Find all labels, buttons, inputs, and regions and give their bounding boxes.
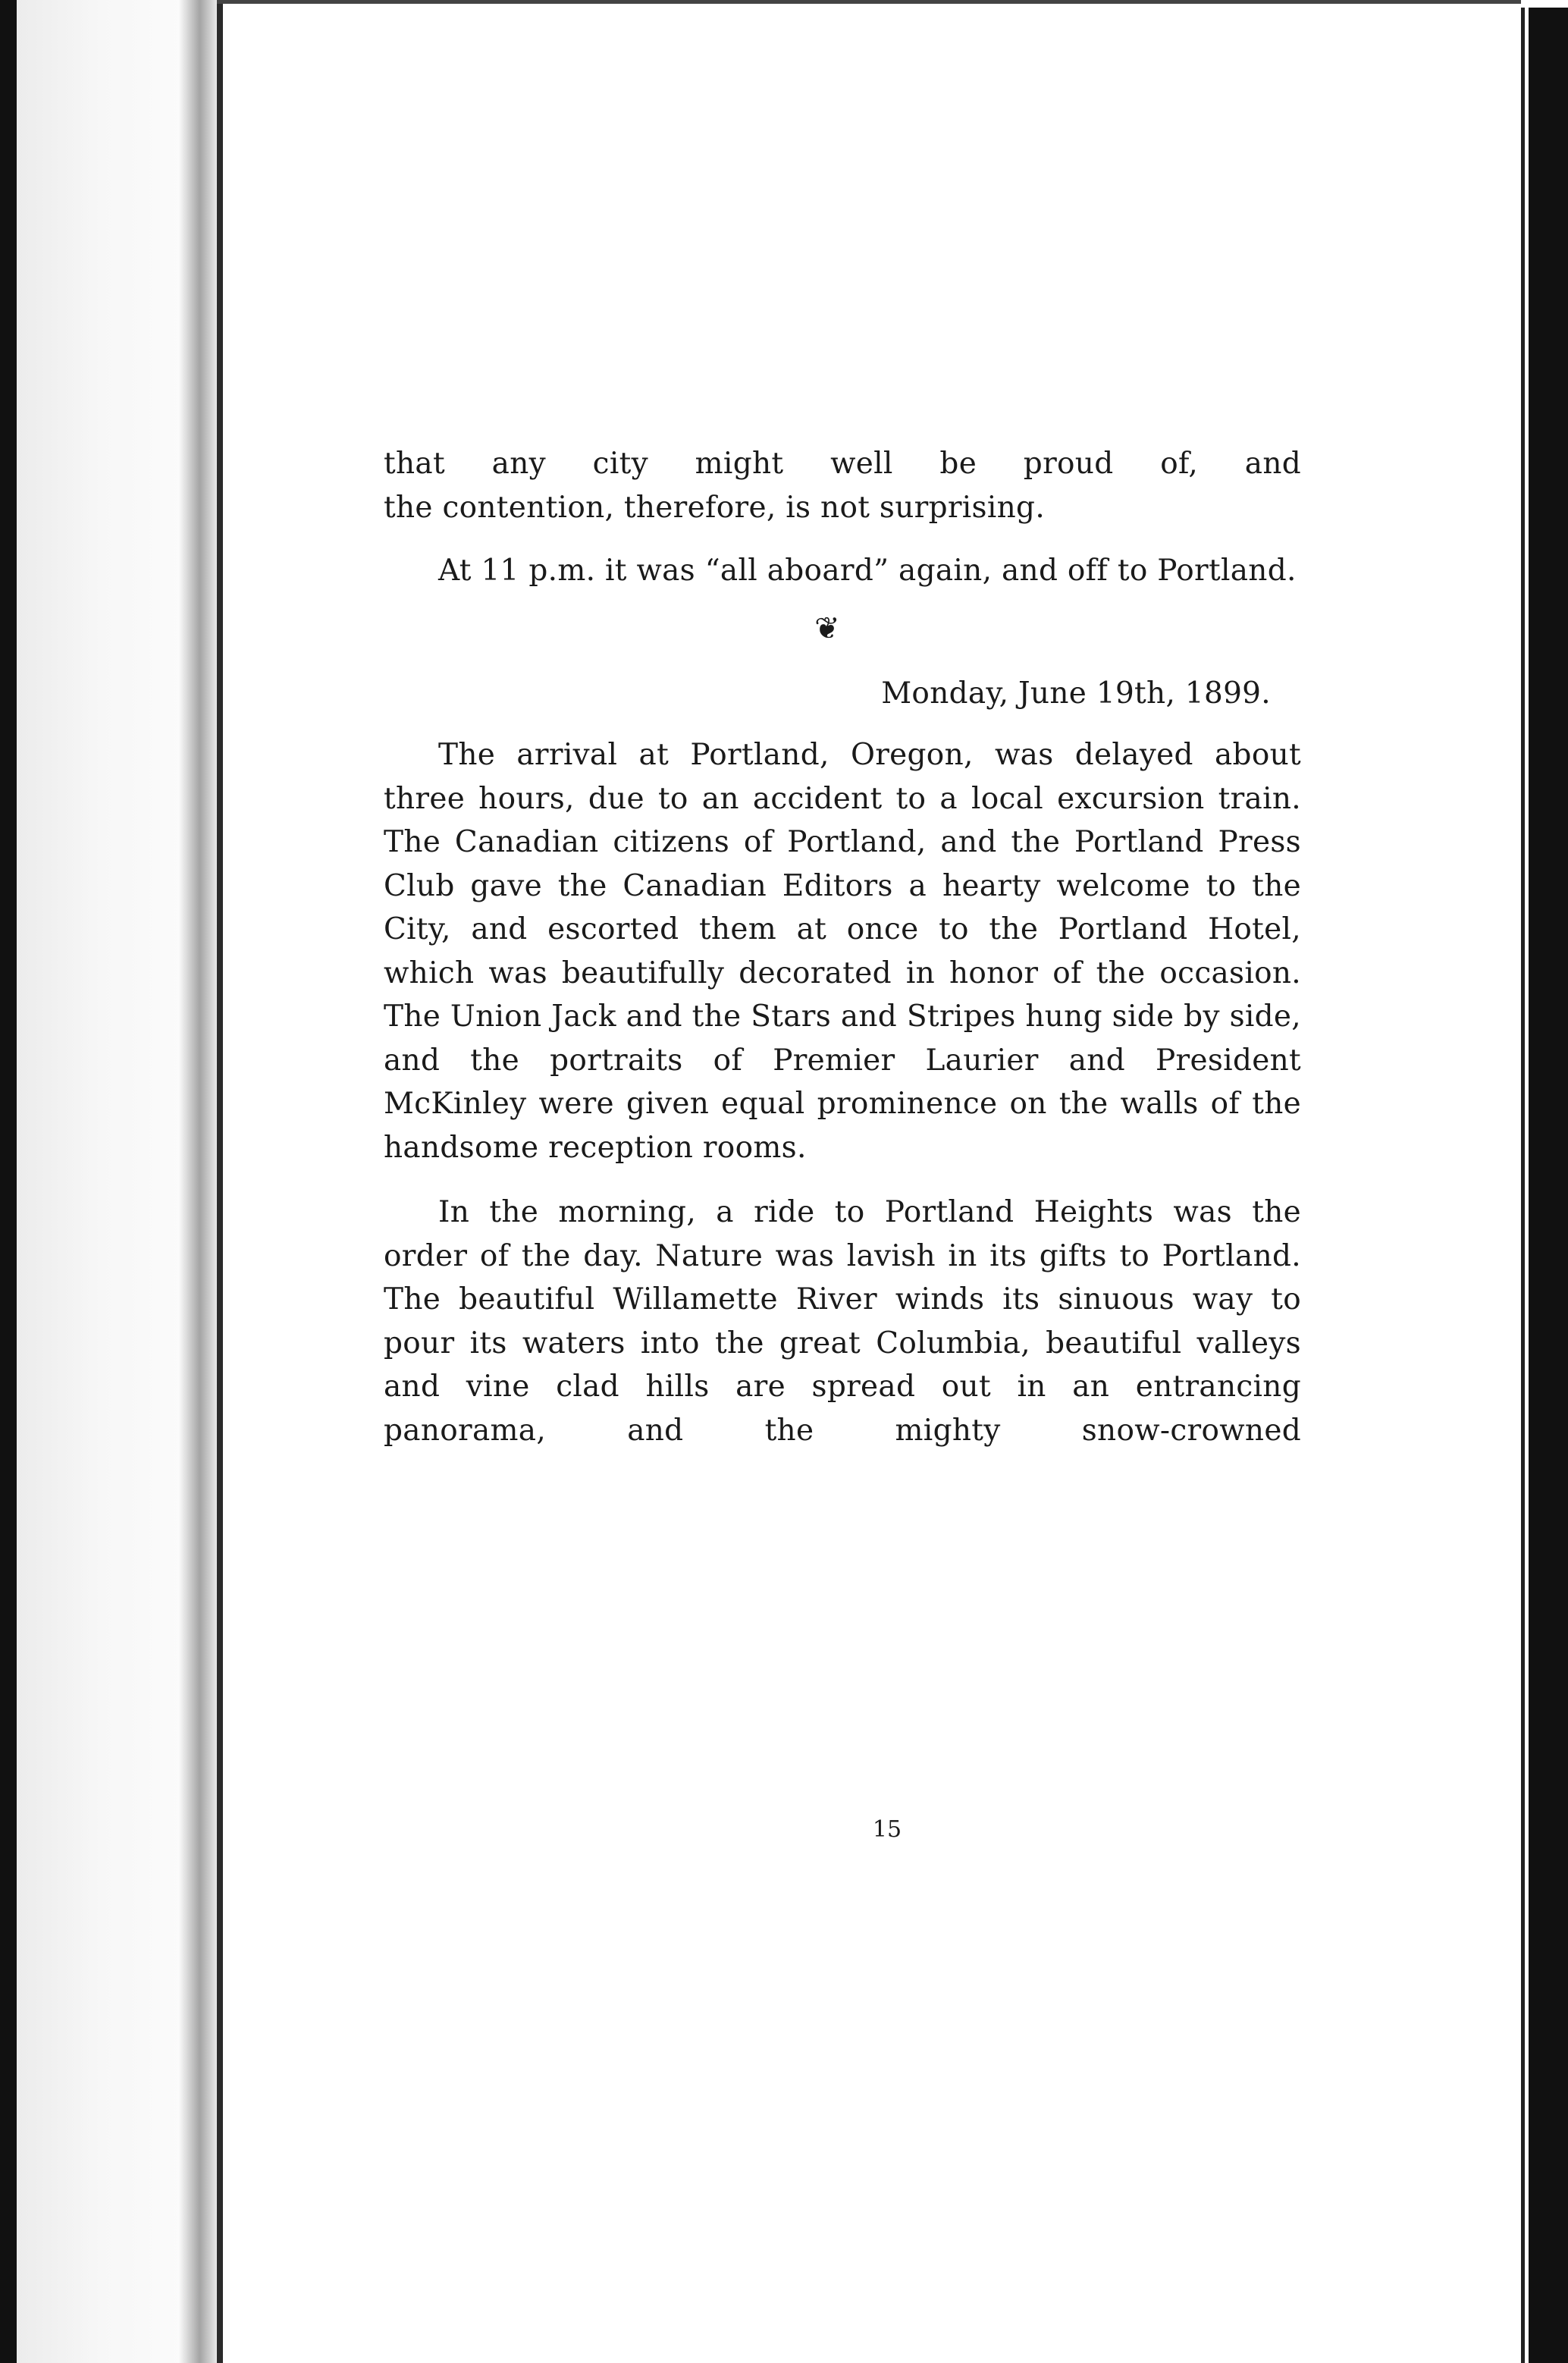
dateline: Monday, June 19th, 1899. xyxy=(881,676,1271,711)
paragraph-continuation-line-1: that any city might well be proud of, and xyxy=(384,447,1301,481)
paragraph-arrival-portland: The arrival at Portland, Oregon, was delayed about three hours, due to an accident to a local excursion train. The Canadian citizens of Portland, and the Portland Press Club gave the Canadian Editors a hearty welcome to the City, and escorted them at once to the Portland Hotel, which was beautifully decorated in honor of the occasion. The Union Jack and the Stars and Stripes hung side by side, and the portraits of Premier Laurier and President McKinley were given equal prominence on the walls of the handsome reception rooms. xyxy=(384,738,1301,1165)
paragraph-all-aboard: At 11 p.m. it was “all aboard” again, and off to Portland. xyxy=(438,554,1297,588)
book-page xyxy=(223,4,1521,2321)
page-right-edge xyxy=(1521,8,1568,2363)
gutter-line xyxy=(217,0,223,2363)
binding-strip xyxy=(0,0,17,2363)
body-text xyxy=(384,442,1301,1452)
fleuron-ornament: ❦ xyxy=(814,610,840,646)
paragraph-continuation xyxy=(384,442,1301,529)
page-number: 15 xyxy=(872,1816,902,1843)
paragraph-continuation-line-2: the contention, therefore, is not surprising. xyxy=(384,490,1046,525)
paragraph-portland-heights: In the morning, a ride to Portland Heights was the order of the day. Nature was lavish in its gifts to Portland. The beautiful Willamette River winds its sinuous way to pour its waters into the great Columbia, beautiful valleys and vine clad hills are spread out in an entrancing panorama, and the mighty snow-crowned xyxy=(384,1195,1301,1448)
page-bottom-edge xyxy=(223,2321,1521,2363)
paragraph-gap xyxy=(384,529,1301,549)
gutter-shadow xyxy=(179,0,217,2363)
paragraph-gap xyxy=(384,1169,1301,1191)
